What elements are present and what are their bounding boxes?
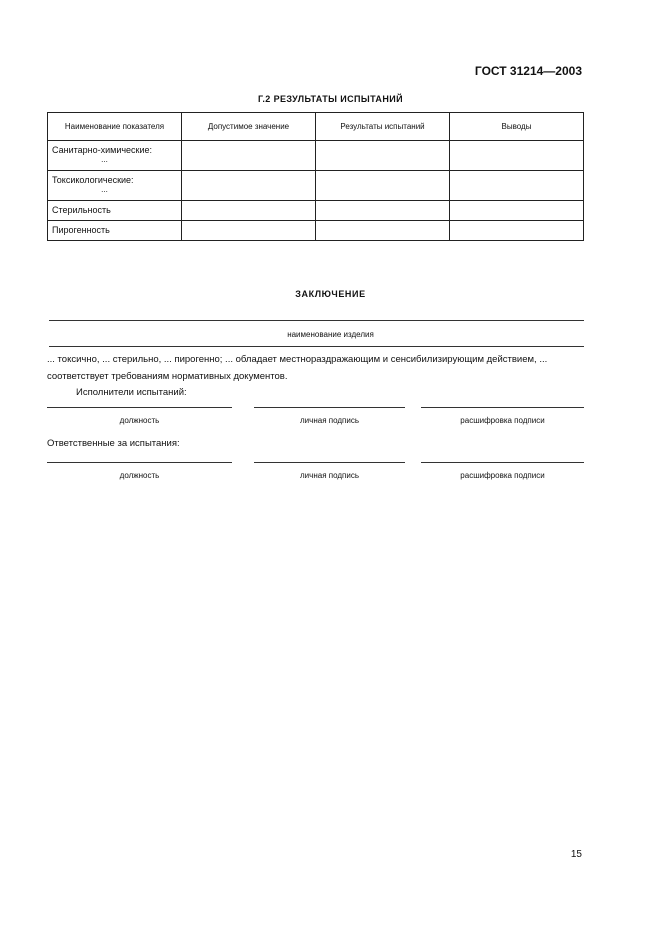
empty-cell — [182, 141, 316, 171]
column-header: Выводы — [450, 113, 584, 141]
results-section-title: Г.2 РЕЗУЛЬТАТЫ ИСПЫТАНИЙ — [258, 94, 403, 104]
page-number: 15 — [570, 849, 582, 860]
row-name: Санитарно-химические: — [52, 145, 153, 155]
responsible-signature-line — [254, 462, 405, 463]
standard-code: ГОСТ 31214—2003 — [474, 64, 582, 78]
conclusion-statement-line-2: соответствует требованиям нормативных документов. — [47, 371, 288, 382]
empty-cell — [316, 171, 450, 201]
row-name-cell — [48, 171, 182, 201]
empty-cell — [316, 201, 450, 221]
empty-cell — [450, 201, 584, 221]
product-name-line-2 — [49, 346, 584, 347]
product-name-line — [49, 320, 584, 321]
empty-cell — [316, 221, 450, 241]
empty-cell — [450, 141, 584, 171]
table-row — [48, 221, 584, 241]
executor-decoding-line — [421, 407, 584, 408]
responsible-position-caption: должность — [119, 471, 160, 480]
row-name-cell — [48, 201, 182, 221]
responsible-label: Ответственные за испытания: — [47, 438, 180, 449]
responsible-position-line — [47, 462, 232, 463]
table-row — [48, 171, 584, 201]
conclusion-title: ЗАКЛЮЧЕНИЕ — [295, 289, 366, 299]
table-row — [48, 201, 584, 221]
responsible-signature-caption: личная подпись — [300, 471, 359, 480]
executor-signature-line — [254, 407, 405, 408]
executor-signature-caption: личная подпись — [300, 416, 359, 425]
responsible-decoding-caption: расшифровка подписи — [460, 471, 545, 480]
empty-cell — [450, 221, 584, 241]
column-header: Допустимое значение — [182, 113, 316, 141]
row-name-cell — [48, 221, 182, 241]
row-name: Пирогенность — [52, 225, 110, 235]
results-table — [47, 112, 584, 241]
empty-cell — [182, 221, 316, 241]
row-name: Токсикологические: — [52, 175, 134, 185]
empty-cell — [450, 171, 584, 201]
column-header: Результаты испытаний — [316, 113, 450, 141]
executor-position-line — [47, 407, 232, 408]
empty-cell — [316, 141, 450, 171]
table-header-row — [48, 113, 584, 141]
empty-cell — [182, 201, 316, 221]
conclusion-statement-line-1: ... токсично, ... стерильно, ... пирогенно; ... обладает местнораздражающим и сенсибилизирующим действием, ... — [47, 354, 548, 365]
table-row — [48, 141, 584, 171]
executor-position-caption: должность — [119, 416, 160, 425]
row-ellipsis: ... — [101, 185, 108, 194]
responsible-decoding-line — [421, 462, 584, 463]
row-name-cell — [48, 141, 182, 171]
row-ellipsis: ... — [101, 155, 108, 164]
executors-label: Исполнители испытаний: — [76, 387, 187, 398]
product-name-caption: наименование изделия — [287, 330, 374, 339]
column-header: Наименование показателя — [48, 113, 182, 141]
empty-cell — [182, 171, 316, 201]
row-name: Стерильность — [52, 205, 111, 215]
executor-decoding-caption: расшифровка подписи — [460, 416, 545, 425]
